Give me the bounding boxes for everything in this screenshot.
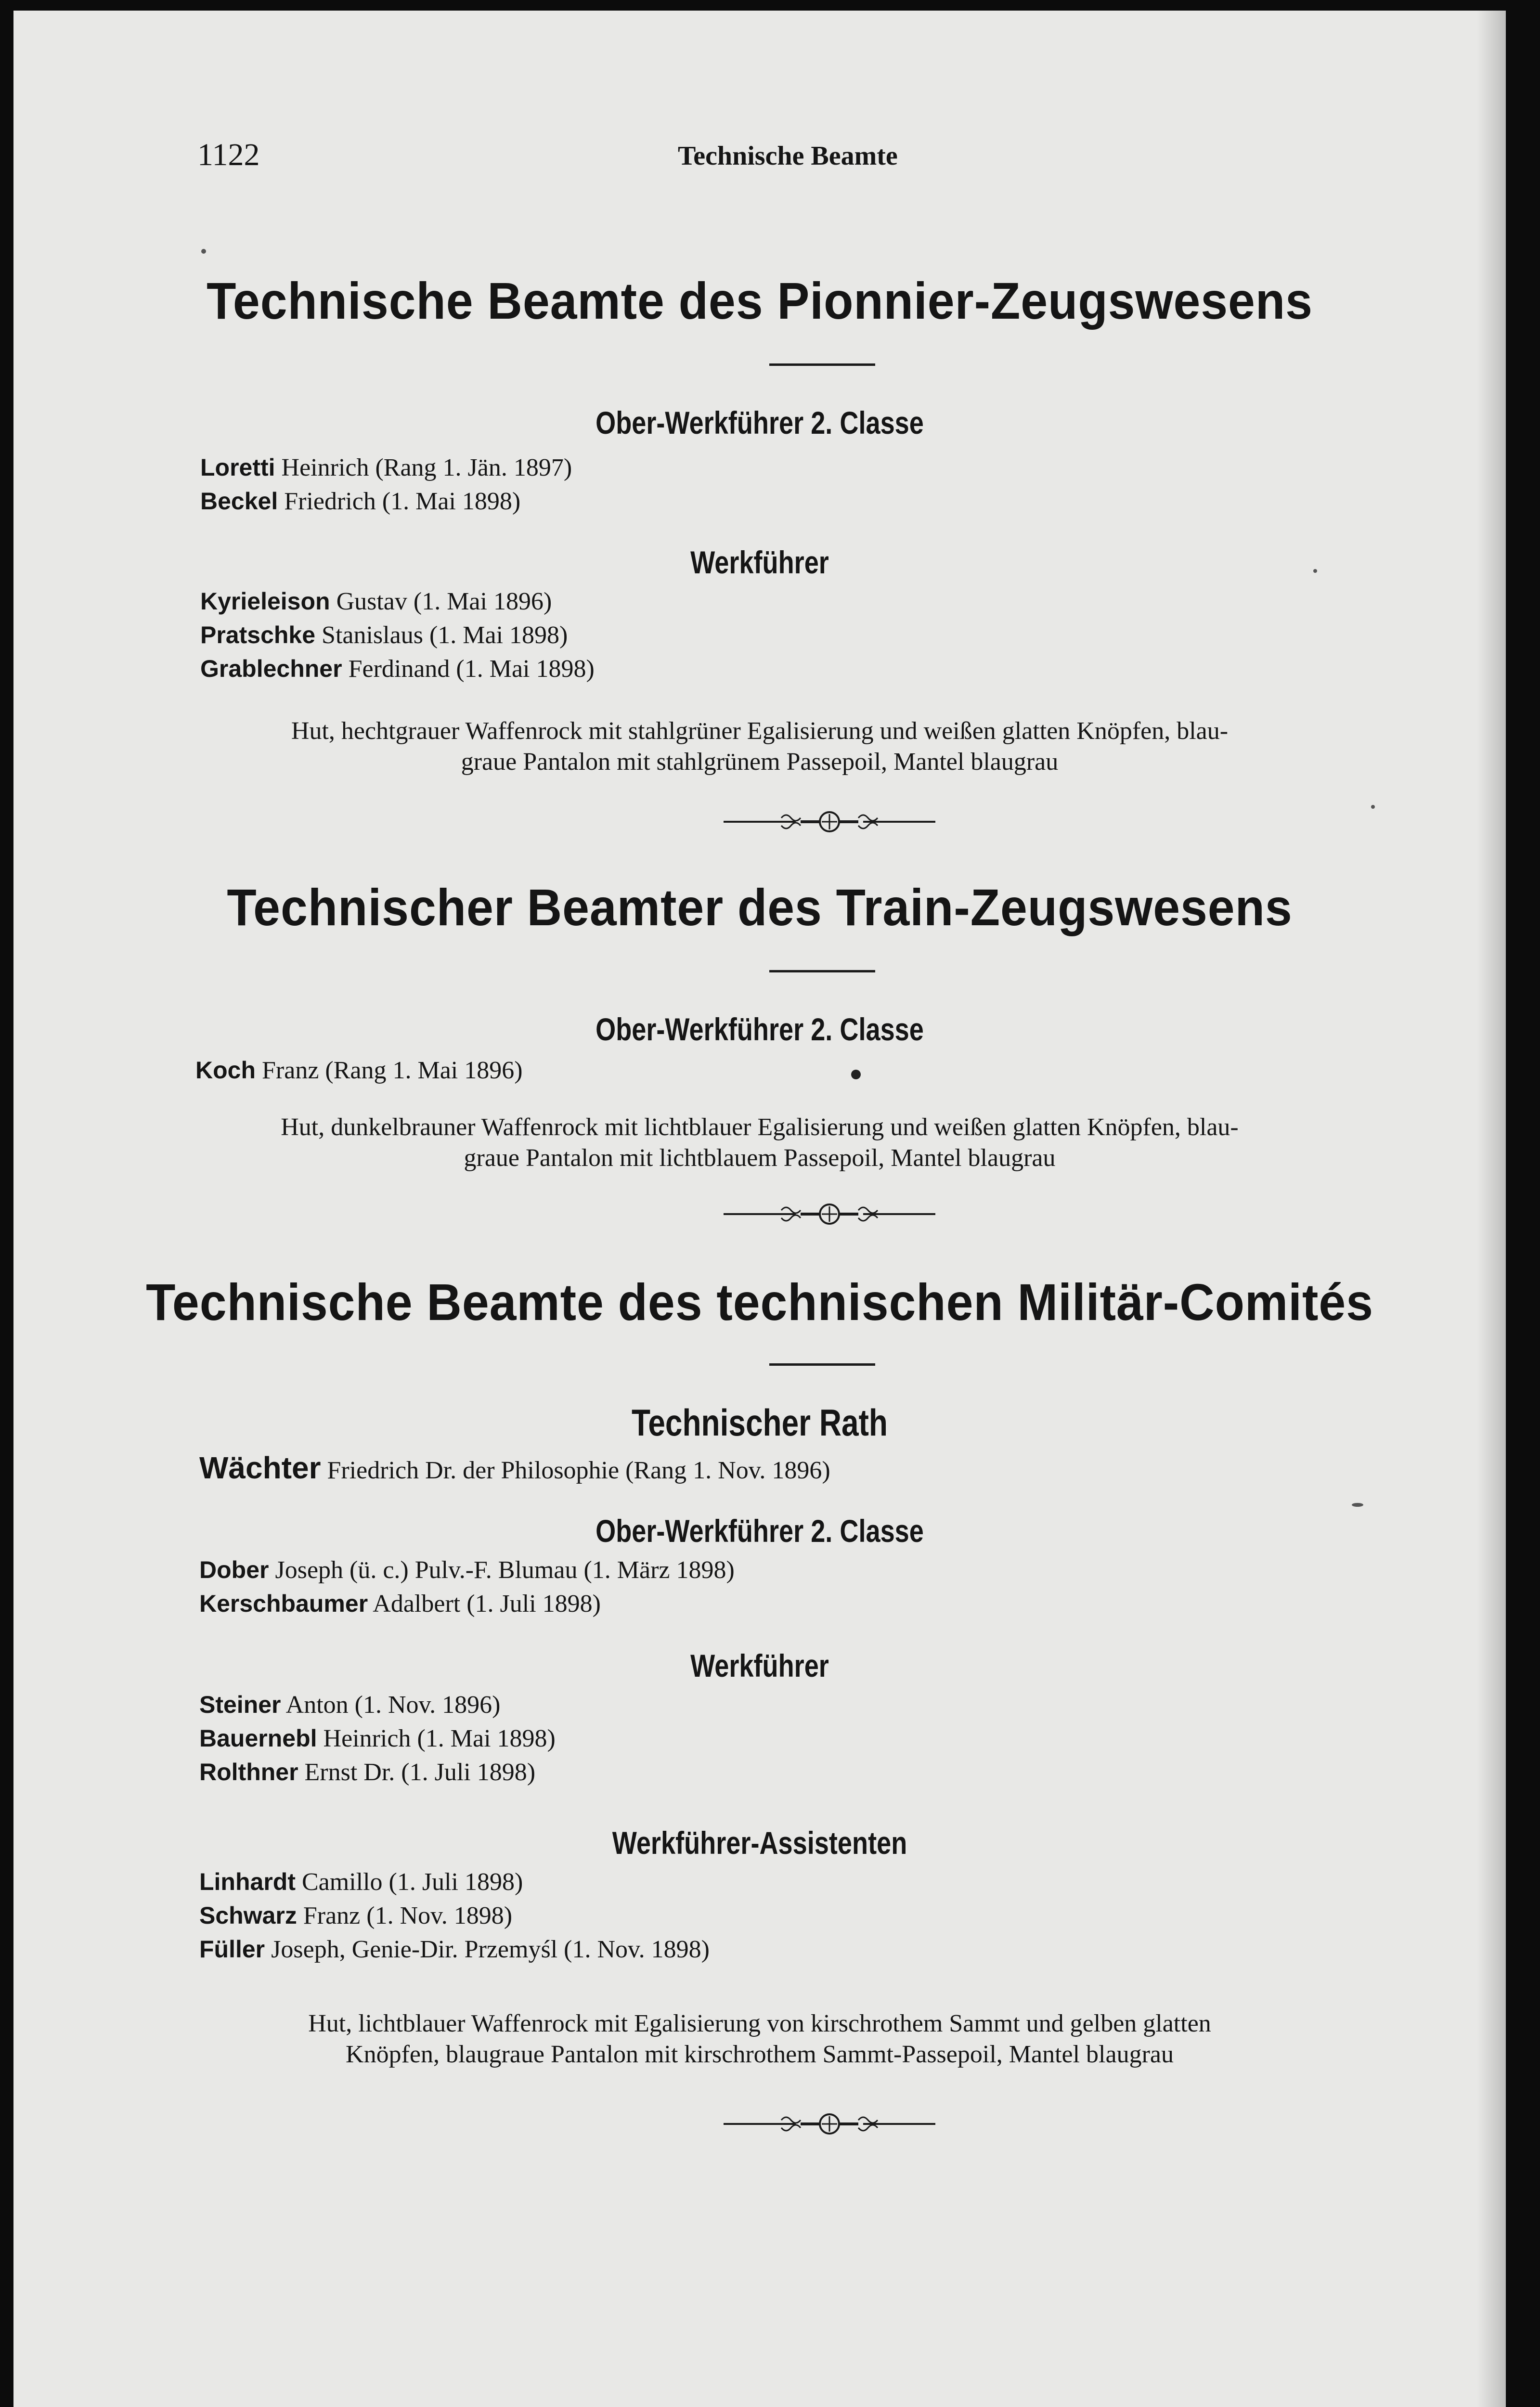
group-title-technischer-rath: Technischer Rath [632,1401,888,1444]
group-title-assistenten: Werkführer-Assistenten [612,1825,907,1861]
entry-surname: Pratschke [200,621,316,648]
entry-surname: Kerschbaumer [199,1590,368,1617]
entry-details: Friedrich (1. Mai 1898) [284,488,521,515]
list-item [200,621,568,649]
entry-details: Friedrich Dr. der Philosophie (Rang 1. Nov. 1896) [327,1457,830,1484]
entry-surname: Wächter [199,1450,321,1485]
entry-details: Franz (1. Nov. 1898) [303,1902,513,1929]
entry-surname: Füller [199,1936,265,1963]
entry-surname: Rolthner [199,1759,298,1786]
section-rule [769,1363,875,1366]
entry-surname: Linhardt [199,1868,296,1895]
entry-details: Ferdinand (1. Mai 1898) [348,655,595,683]
list-item [200,655,595,683]
entry-details: Stanislaus (1. Mai 1898) [322,621,568,649]
list-item [200,453,572,482]
entry-details: Adalbert (1. Juli 1898) [373,1590,601,1618]
list-item [199,1935,710,1964]
section-title-train: Technischer Beamter des Train-Zeugswesens [227,878,1293,936]
section-title-pionnier: Technische Beamte des Pionnier-Zeugswesens [207,272,1313,330]
list-item [199,1758,535,1786]
list-item [200,587,552,616]
uniform-description [13,1112,1506,1174]
page-header [13,137,1506,180]
entry-surname: Schwarz [199,1902,297,1929]
uniform-description [13,2008,1506,2070]
entry-details: Franz (Rang 1. Mai 1896) [262,1057,523,1084]
entry-details: Camillo (1. Juli 1898) [301,1868,523,1896]
group-title-ober-werkfuehrer: Ober-Werkführer 2. Classe [595,405,924,440]
entry-surname: Steiner [199,1691,281,1718]
entry-details: Gustav (1. Mai 1896) [336,588,552,615]
list-item [199,1556,735,1584]
entry-surname: Dober [199,1556,269,1583]
list-item [199,1724,556,1753]
list-item [200,487,520,516]
uniform-line: Hut, dunkelbrauner Waffenrock mit lichtblauer Egalisierung und weißen glatten Knöpfen, blau- [281,1113,1239,1141]
uniform-line: graue Pantalon mit stahlgrünem Passepoil, Mantel blaugrau [461,748,1059,776]
section-rule [769,970,875,972]
entry-details: Joseph (ü. c.) Pulv.-F. Blumau (1. März 1898) [275,1556,735,1584]
entry-surname: Koch [195,1057,256,1084]
entry-details: Heinrich (1. Mai 1898) [323,1725,556,1752]
list-item [199,1691,500,1719]
section-title-militaer-comites: Technische Beamte des technischen Militär-Comités [146,1273,1373,1331]
document-page [13,11,1506,2407]
scan-speck [1352,1503,1363,1507]
section-rule [769,363,875,366]
entry-details: Heinrich (Rang 1. Jän. 1897) [281,454,572,481]
uniform-description [13,716,1506,777]
entry-surname: Loretti [200,454,275,481]
scan-speck [1313,569,1317,573]
list-item [199,1450,830,1486]
scan-speck [201,249,206,254]
group-title-ober-werkfuehrer: Ober-Werkführer 2. Classe [595,1011,924,1047]
entry-surname: Kyrieleison [200,588,330,615]
list-item [195,1056,523,1085]
scan-speck [1371,805,1375,809]
list-item [199,1902,512,1930]
list-item [199,1868,523,1896]
group-title-ober-werkfuehrer: Ober-Werkführer 2. Classe [595,1513,924,1549]
uniform-line: graue Pantalon mit lichtblauem Passepoil, Mantel blaugrau [464,1144,1056,1172]
page-number: 1122 [197,137,260,172]
entry-surname: Bauernebl [199,1725,317,1752]
entry-surname: Beckel [200,488,278,515]
entry-surname: Grablechner [200,655,342,682]
uniform-line: Knöpfen, blaugraue Pantalon mit kirschrothem Sammt-Passepoil, Mantel blaugrau [346,2041,1174,2068]
entry-details: Joseph, Genie-Dir. Przemyśl (1. Nov. 1898) [271,1936,710,1963]
scan-speck [851,1070,861,1079]
entry-details: Ernst Dr. (1. Juli 1898) [304,1759,536,1786]
scroll-ornament-icon [724,1200,935,1229]
entry-details: Anton (1. Nov. 1896) [285,1691,501,1719]
group-title-werkfuehrer: Werkführer [690,544,829,580]
scroll-ornament-icon [724,807,935,836]
group-title-werkfuehrer: Werkführer [690,1648,829,1683]
running-title: Technische Beamte [678,141,898,171]
uniform-line: Hut, lichtblauer Waffenrock mit Egalisierung von kirschrothem Sammt und gelben glatten [308,2010,1211,2037]
scroll-ornament-icon [724,2109,935,2138]
uniform-line: Hut, hechtgrauer Waffenrock mit stahlgrüner Egalisierung und weißen glatten Knöpfen, blau- [291,717,1229,745]
list-item [199,1590,601,1618]
